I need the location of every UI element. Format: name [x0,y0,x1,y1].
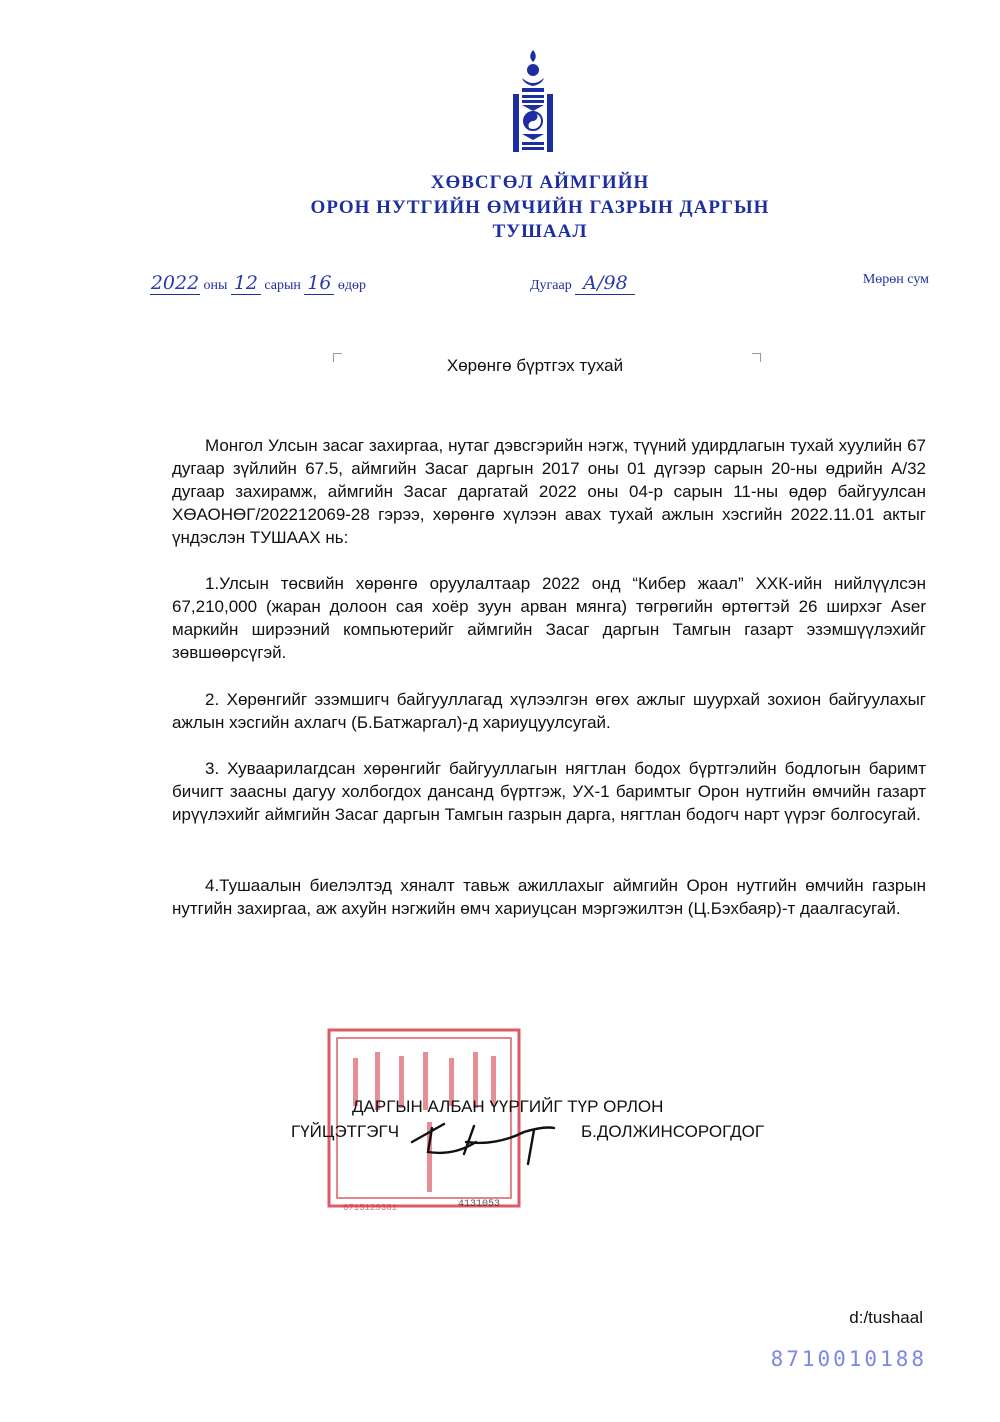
stamp-right-code: 4131053 [458,1199,501,1210]
document-place: Мөрөн сум [862,272,929,287]
document-type-title: ТУШААЛ [492,221,588,242]
document-number [530,272,635,295]
signatory-name: Б.ДОЛЖИНСОРОГДОГ [581,1122,765,1141]
date-year: 2022 [150,272,200,294]
order-item-2: 2. Хөрөнгийг эзэмшигч байгууллагад хүлээлгэн өгөх ажлыг шуурхай зохион байгуулахыг ажлын хэсгийн ахлагч (Б.Батжаргал)-д хариуцуулсугай. [172,690,926,732]
date-day-label: өдөр [337,278,367,293]
order-item-1: 1.Улсын төсвийн хөрөнгө оруулалтаар 2022 онд “Кибер жаал” ХХК-ийн нийлүүлсэн 67,210,000 (жаран долоон сая хоёр зуун арван мянга) төгрөгийн өртөгтэй 26 ширхэг Aser маркийн ширээний компьютерийг аймгийн Засаг даргын Тамгын газарт эзэмшүүлэхийг зөвшөөрсүгэй. [172,574,926,662]
order-item-3: 3. Хуваарилагдсан хөрөнгийг байгууллагын нягтлан бодох бүртгэлийн бодлогын баримт бичигт заасны дагуу холбогдох дансанд бүртгэж, УХ-1 баримтыг Орон нутгийн өмчийн газарт ирүүлэхийг аймгийн Засаг даргын Тамгын газрын дарга, нягтлан бодогч нарт үүрэг болгосугай. [172,759,926,824]
serial-number: 8710010188 [770,1347,927,1371]
stamp-left-code: 6715129381 [343,1203,398,1210]
org-title-line1: ХӨВСГӨЛ АЙМГИЙН [430,172,650,193]
file-reference: d:/tushaal [849,1308,923,1327]
document-date [150,272,366,295]
date-month-label: сарын [264,278,301,293]
number-label: Дугаар [530,278,572,293]
state-emblem-icon [508,48,558,156]
number-value: А/98 [575,272,635,295]
signatory-title-line1: ДАРГЫН АЛБАН ҮҮРГИЙГ ТҮР ОРЛОН [352,1097,664,1116]
order-item-4: 4.Тушаалын биелэлтэд хяналт тавьж ажиллахыг аймгийн Орон нутгийн өмчийн газрын нутгийн захиргаа, аж ахуйн нэгжийн өмч хариуцсан мэргэжилтэн (Ц.Бэхбаяр)-т даалгасугай. [172,876,926,918]
handwritten-signature [404,1112,564,1172]
date-month: 12 [231,272,261,295]
org-title-line2: ОРОН НУТГИЙН ӨМЧИЙН ГАЗРЫН ДАРГЫН [310,197,770,218]
date-day: 16 [304,272,334,295]
date-year-label: оны [203,278,228,293]
signatory-title-line2: ГҮЙЦЭТГЭГЧ [291,1122,400,1141]
document-subject: Хөрөнгө бүртгэх тухай [446,356,624,375]
preamble-paragraph: Монгол Улсын засаг захиргаа, нутаг дэвсгэрийн нэгж, түүний удирдлагын тухай хуулийн 67 дугаар зүйлийн 67.5, аймгийн Засаг даргын 2017 оны 01 дүгээр сарын 20-ны өдрийн А/32 дугаар захирамж, аймгийн Засаг даргатай 2022 оны 04-р сарын 11-ны өдөр байгуулсан ХӨАОНӨГ/202212069-28 гэрээ, хөрөнгө хүлээн авах тухай ажлын хэсгийн 2022.11.01 актыг үндэслэн ТУШААХ нь: [172,436,926,547]
